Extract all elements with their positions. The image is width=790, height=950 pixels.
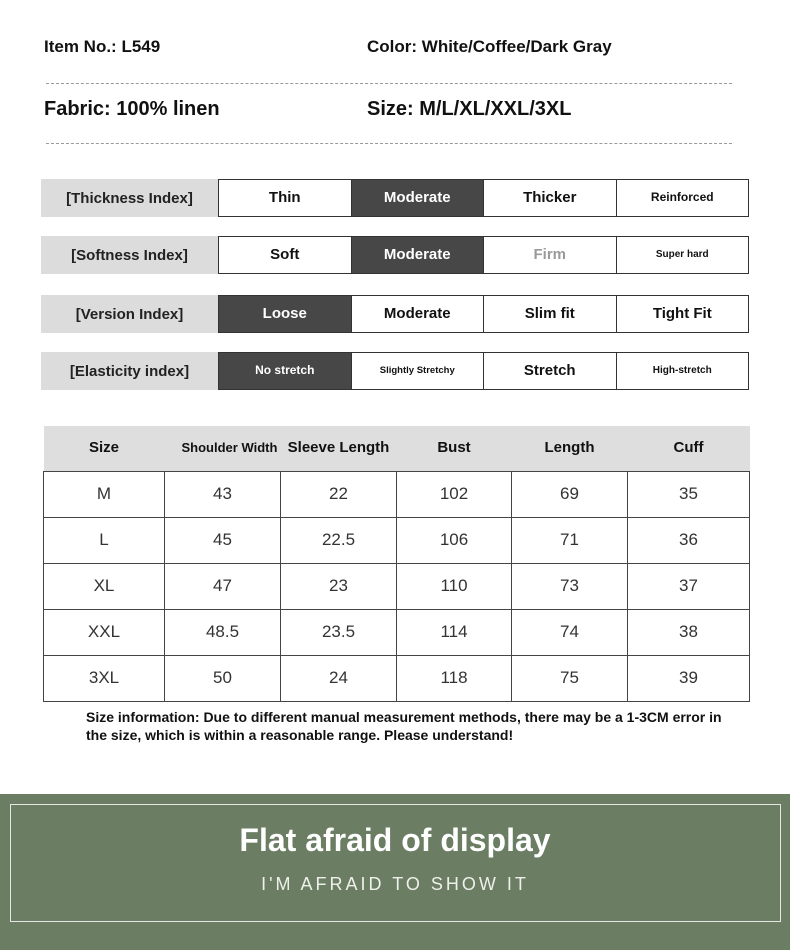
table-cell: 71 [512,517,628,563]
index-options [218,295,749,333]
table-cell: 69 [512,471,628,517]
column-header: Bust [397,426,512,471]
index-option: Firm [483,237,616,273]
index-option: Stretch [483,353,616,389]
table-cell: 24 [281,655,397,701]
index-option: Slim fit [483,296,616,332]
table-cell: 22 [281,471,397,517]
column-header: Cuff [628,426,750,471]
item-number: Item No.: L549 [44,37,161,56]
color-info: Color: White/Coffee/Dark Gray [367,37,612,56]
index-option-selected: Moderate [351,180,484,216]
size-info: Size: M/L/XL/XXL/3XL [367,98,572,120]
index-option-selected: No stretch [219,353,351,389]
footer-banner [0,794,790,950]
elasticity-index-row [41,352,749,390]
table-cell: 3XL [44,655,165,701]
table-cell: 114 [397,609,512,655]
table-cell: L [44,517,165,563]
banner-title: Flat afraid of display [239,822,551,858]
table-cell: 106 [397,517,512,563]
table-cell: M [44,471,165,517]
table-cell: 48.5 [165,609,281,655]
index-option: Tight Fit [616,296,749,332]
table-cell: 23.5 [281,609,397,655]
table-cell: 37 [628,563,750,609]
table-cell: 43 [165,471,281,517]
column-header: Shoulder Width [165,426,281,471]
table-cell: 75 [512,655,628,701]
index-label: [Softness Index] [41,236,218,274]
table-cell: 74 [512,609,628,655]
table-cell: 38 [628,609,750,655]
softness-index-row [41,236,749,274]
table-row [44,517,750,563]
index-option: Super hard [616,237,749,273]
table-cell: 118 [397,655,512,701]
index-options [218,179,749,217]
table-row [44,563,750,609]
table-cell: 22.5 [281,517,397,563]
table-header-row [44,426,750,471]
index-option: Thicker [483,180,616,216]
table-cell: 47 [165,563,281,609]
table-cell: XL [44,563,165,609]
table-row [44,655,750,701]
table-cell: 50 [165,655,281,701]
table-cell: 45 [165,517,281,563]
divider [46,143,732,144]
table-cell: 35 [628,471,750,517]
index-label: [Thickness Index] [41,179,218,217]
banner-subtitle: I'M AFRAID TO SHOW IT [261,874,529,894]
index-option-selected: Loose [219,296,351,332]
index-option: Moderate [351,296,484,332]
table-row [44,609,750,655]
table-cell: 39 [628,655,750,701]
index-option: High-stretch [616,353,749,389]
index-options [218,352,749,390]
table-cell: XXL [44,609,165,655]
column-header: Length [512,426,628,471]
column-header: Sleeve Length [281,426,397,471]
table-cell: 36 [628,517,750,563]
table-cell: 73 [512,563,628,609]
index-label: [Version Index] [41,295,218,333]
index-option: Thin [268,189,301,207]
divider [46,83,732,84]
size-table [43,426,750,702]
size-note: Size information: Due to different manual measurement methods, there may be a 1-3CM error in the size, which is within a reasonable range. Please understand! [86,709,722,743]
table-cell: 102 [397,471,512,517]
column-header: Size [44,426,165,471]
version-index-row [41,295,749,333]
index-options [218,236,749,274]
index-option: Slightly Stretchy [351,353,484,389]
info-row-top [44,37,732,63]
table-cell: 23 [281,563,397,609]
fabric-info: Fabric: 100% linen [44,98,220,120]
table-cell: 110 [397,563,512,609]
index-option: Soft [270,246,300,264]
index-option: Reinforced [616,180,749,216]
table-row [44,471,750,517]
index-option-selected: Moderate [351,237,484,273]
index-label: [Elasticity index] [41,352,218,390]
thickness-index-row [41,179,749,217]
info-row-bottom [44,98,732,128]
